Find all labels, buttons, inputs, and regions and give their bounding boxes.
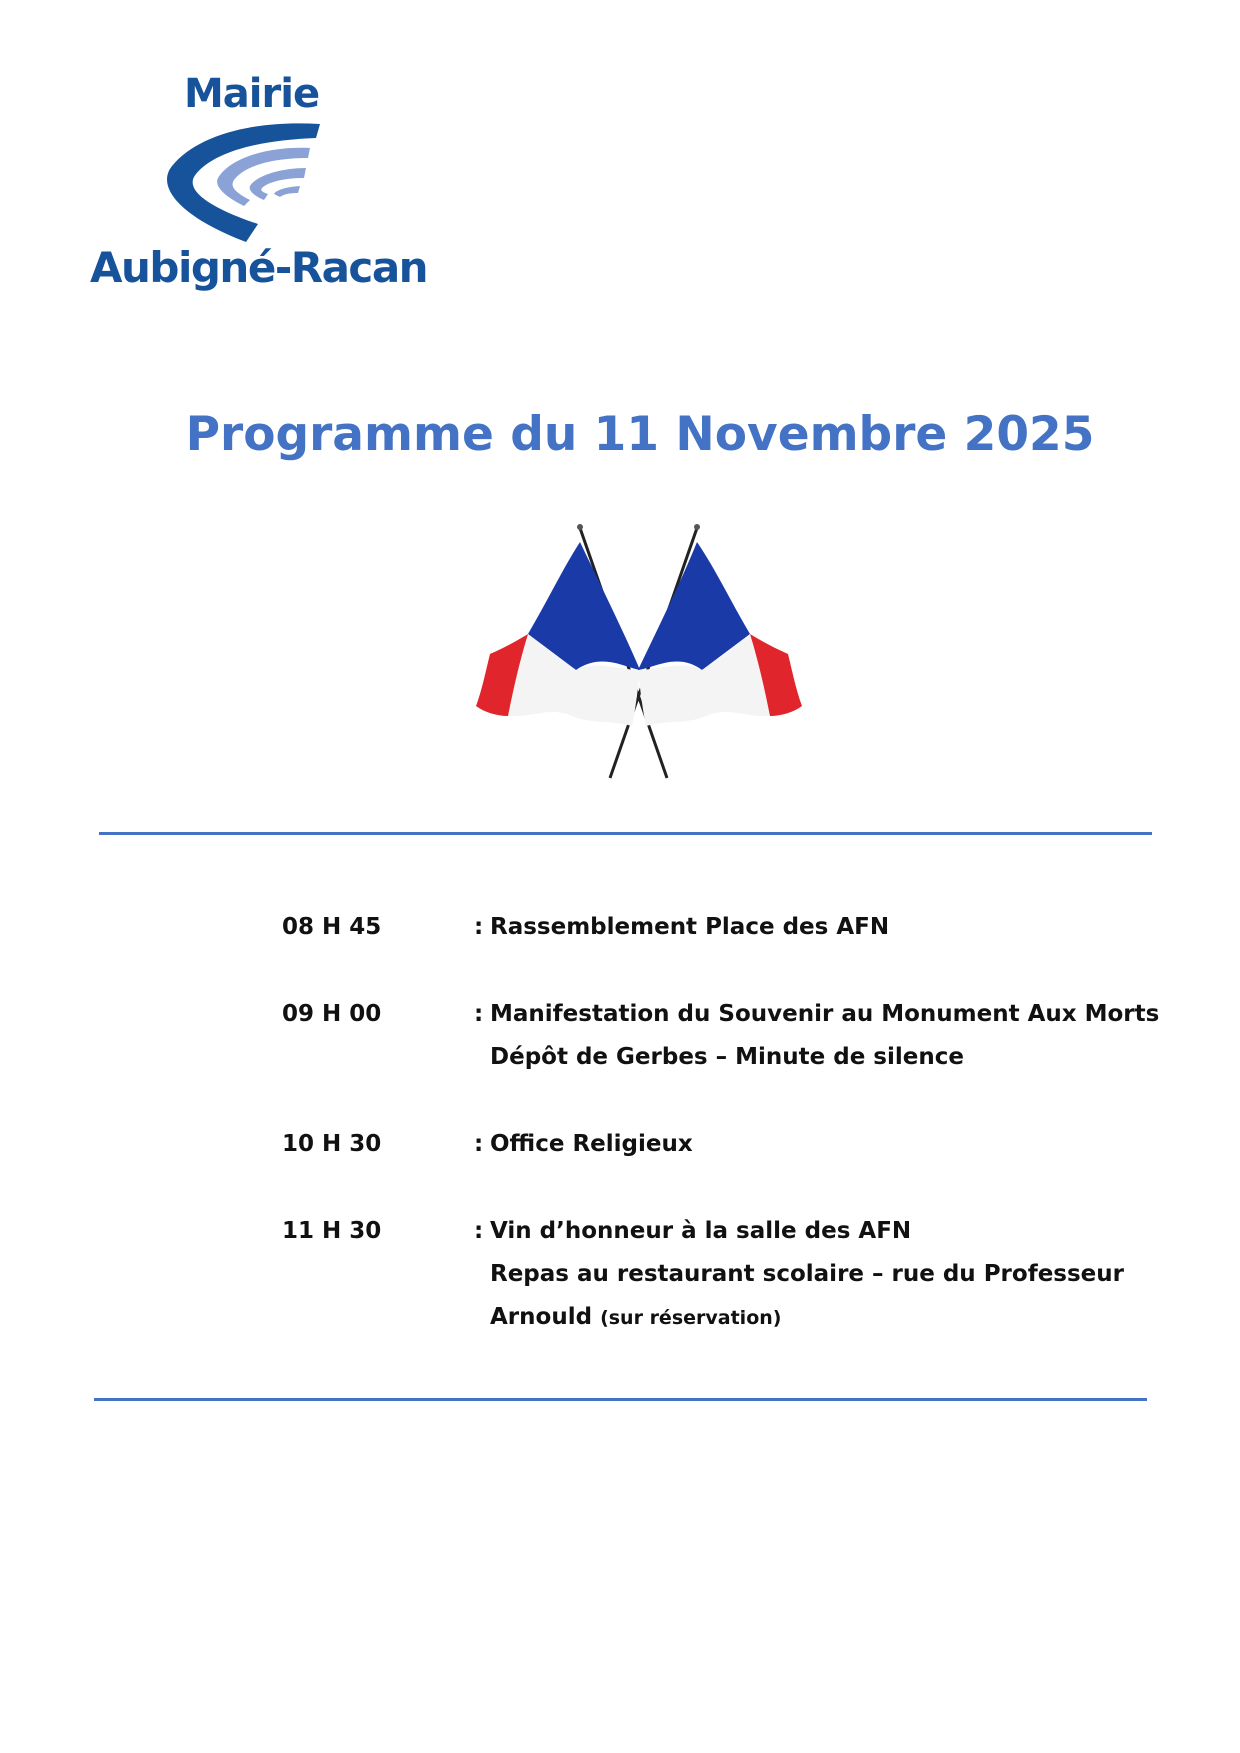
swoosh-icon xyxy=(160,120,320,245)
mairie-logo xyxy=(90,70,428,300)
logo-top-text: Mairie xyxy=(184,71,320,117)
program-line: Dépôt de Gerbes – Minute de silence xyxy=(490,1044,964,1070)
program-description: : Vin d’honneur à la salle des AFN Repas au restaurant scolaire – rue du Professeur Arnould (sur réservation) xyxy=(474,1210,1154,1340)
logo-bottom-text: Aubigné-Racan xyxy=(90,243,428,292)
program-time: 08 H 45 xyxy=(282,914,382,940)
program-time: 09 H 00 xyxy=(282,1001,382,1027)
program-description: : Office Religieux xyxy=(474,1131,693,1157)
program-description: : Rassemblement Place des AFN xyxy=(474,914,890,940)
program-time: 11 H 30 xyxy=(282,1218,382,1244)
program-line: Office Religieux xyxy=(490,1131,693,1157)
top-divider xyxy=(99,832,1152,835)
reservation-note: (sur réservation) xyxy=(600,1307,782,1329)
program-description: : Manifestation du Souvenir au Monument Aux Morts Dépôt de Gerbes – Minute de silence xyxy=(474,993,1154,1079)
program-line: Manifestation du Souvenir au Monument Aux Morts xyxy=(490,1001,1160,1027)
bottom-divider xyxy=(94,1398,1147,1401)
program-line: Vin d’honneur à la salle des AFN xyxy=(490,1218,912,1244)
program-line: Rassemblement Place des AFN xyxy=(490,914,890,940)
page-title: Programme du 11 Novembre 2025 xyxy=(185,407,1095,462)
crossed-french-flags-icon xyxy=(462,520,812,785)
program-line: Repas au restaurant scolaire – rue du Professeur xyxy=(490,1261,1124,1287)
program-line: Arnould xyxy=(490,1304,593,1330)
program-time: 10 H 30 xyxy=(282,1131,382,1157)
